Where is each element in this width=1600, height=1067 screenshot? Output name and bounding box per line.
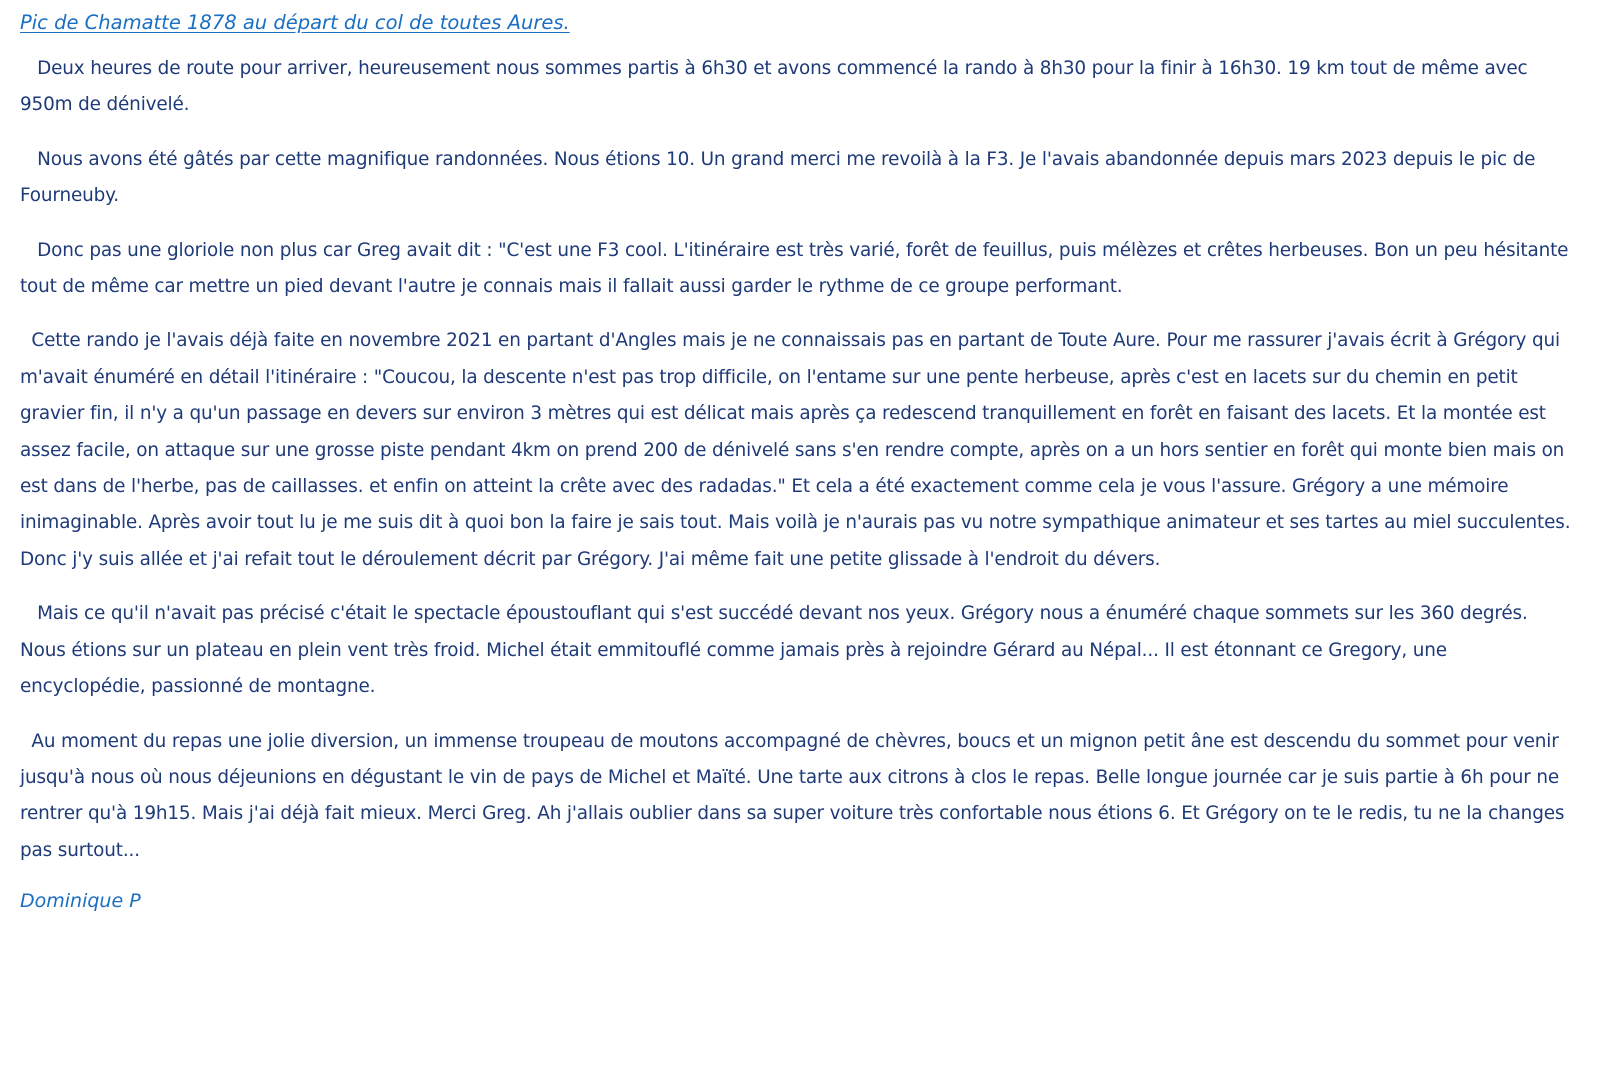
- author-signature: Dominique P: [20, 890, 141, 913]
- article-body: [20, 51, 1578, 869]
- article-title[interactable]: Pic de Chamatte 1878 au départ du col de toutes Aures.: [20, 11, 570, 34]
- paragraph-meal: Au moment du repas une jolie diversion, un immense troupeau de moutons accompagné de chèvres, boucs et un mignon petit âne est descendu du sommet pour venir jusqu'à nous où nous déjeunions en dégustant le vin de pays de Michel et Maïté. Une tarte aux citrons à clos le repas. Belle longue journée car je suis partie à 6h pour ne rentrer qu'à 19h15. Mais j'ai déjà fait mieux. Merci Greg. Ah j'allais oublier dans sa super voiture très confortable nous étions 6. Et Grégory on te le redis, tu ne la changes pas surtout...: [20, 730, 1571, 861]
- paragraph-itinerary: Cette rando je l'avais déjà faite en novembre 2021 en partant d'Angles mais je ne connaissais pas en partant de Toute Aure. Pour me rassurer j'avais écrit à Grégory qui m'avait énuméré en détail l'itinéraire : "Coucou, la descente n'est pas trop difficile, on l'entame sur une pente herbeuse, après c'est en lacets sur du chemin en petit gravier fin, il n'y a qu'un passage en devers sur environ 3 mètres qui est délicat mais après ça redescend tranquillement en forêt en faisant des lacets. Et la montée est assez facile, on attaque sur une grosse piste pendant 4km on prend 200 de dénivelé sans s'en rendre compte, après on a un hors sentier en forêt qui monte bien mais on est dans de l'herbe, pas de caillasses. et enfin on atteint la crête avec des radadas." Et cela a été exactement comme cela je vous l'assure. Grégory a une mémoire inimaginable. Après avoir tout lu je me suis dit à quoi bon la faire je sais tout. Mais voilà je n'aurais pas vu notre sympathique animateur et ses tartes au miel succulentes. Donc j'y suis allée et j'ai refait tout le déroulement décrit par Grégory. J'ai même fait une petite glissade à l'endroit du dévers.: [20, 330, 1577, 570]
- paragraph-group: Nous avons été gâtés par cette magnifique randonnées. Nous étions 10. Un grand merci me revoilà à la F3. Je l'avais abandonnée depuis mars 2023 depuis le pic de Fourneuby.: [20, 148, 1542, 207]
- paragraph-gloriole: Donc pas une gloriole non plus car Greg avait dit : "C'est une F3 cool. L'itinéraire est très varié, forêt de feuillus, puis mélèzes et crêtes herbeuses. Bon un peu hésitante tout de même car mettre un pied devant l'autre je connais mais il fallait aussi garder le rythme de ce groupe performant.: [20, 239, 1575, 298]
- paragraph-spectacle: Mais ce qu'il n'avait pas précisé c'était le spectacle époustouflant qui s'est succédé devant nos yeux. Grégory nous a énuméré chaque sommets sur les 360 degrés. Nous étions sur un plateau en plein vent très froid. Michel était emmitouflé comme jamais près à rejoindre Gérard au Népal... Il est étonnant ce Gregory, une encyclopédie, passionné de montagne.: [20, 603, 1534, 698]
- paragraph-departure: Deux heures de route pour arriver, heureusement nous sommes partis à 6h30 et avons commencé la rando à 8h30 pour la finir à 16h30. 19 km tout de même avec 950m de dénivelé.: [20, 58, 1534, 116]
